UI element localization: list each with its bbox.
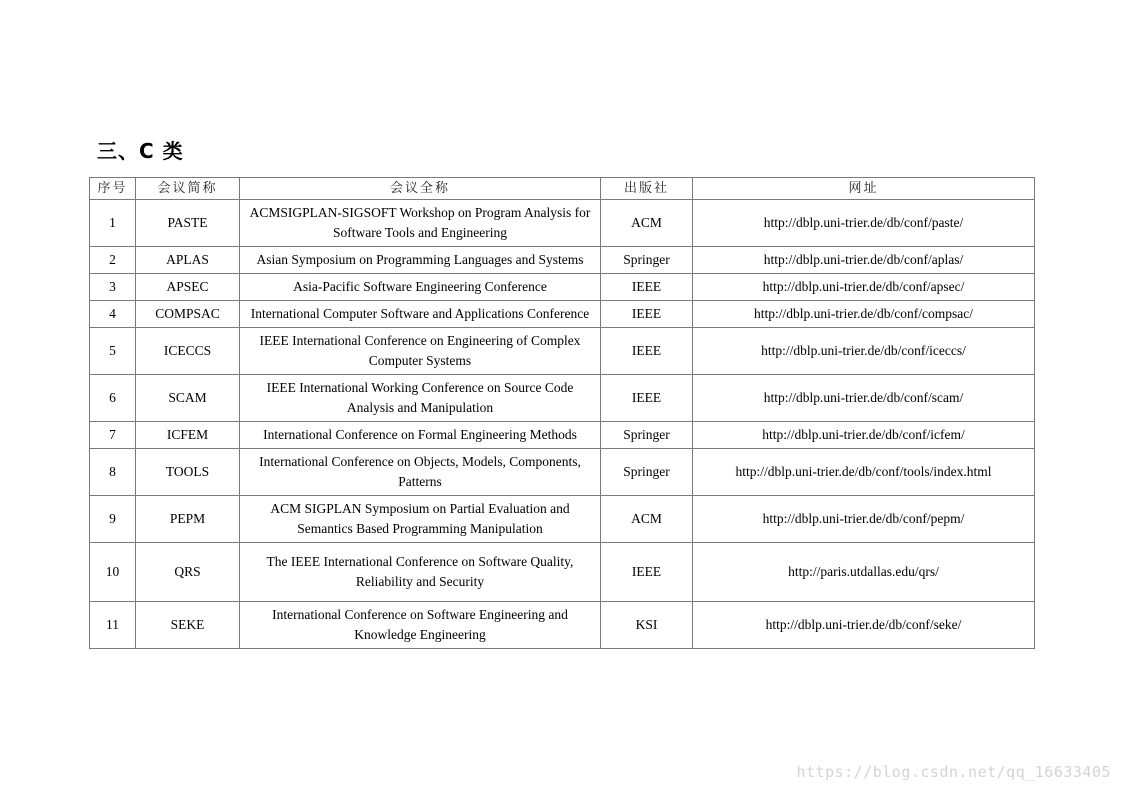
cell-number: 9 bbox=[90, 496, 136, 543]
cell-url: http://dblp.uni-trier.de/db/conf/tools/index.html bbox=[693, 449, 1035, 496]
cell-number: 6 bbox=[90, 375, 136, 422]
cell-abbreviation: TOOLS bbox=[136, 449, 240, 496]
table-header-row bbox=[90, 178, 1035, 200]
header-full-name: 会议全称 bbox=[240, 178, 601, 200]
section-heading: 三、C 类 bbox=[97, 139, 184, 163]
cell-number: 3 bbox=[90, 274, 136, 301]
cell-publisher: Springer bbox=[601, 449, 693, 496]
cell-number: 2 bbox=[90, 247, 136, 274]
cell-full-name: International Conference on Software Engineering and Knowledge Engineering bbox=[240, 602, 601, 649]
table-row bbox=[90, 602, 1035, 649]
cell-full-name: International Computer Software and Applications Conference bbox=[240, 301, 601, 328]
cell-url: http://dblp.uni-trier.de/db/conf/paste/ bbox=[693, 200, 1035, 247]
cell-publisher: IEEE bbox=[601, 274, 693, 301]
watermark: https://blog.csdn.net/qq_16633405 bbox=[796, 763, 1111, 781]
table-row bbox=[90, 274, 1035, 301]
table-row bbox=[90, 328, 1035, 375]
table-row bbox=[90, 200, 1035, 247]
cell-publisher: ACM bbox=[601, 200, 693, 247]
cell-full-name: Asian Symposium on Programming Languages and Systems bbox=[240, 247, 601, 274]
cell-full-name: ACMSIGPLAN-SIGSOFT Workshop on Program Analysis for Software Tools and Engineering bbox=[240, 200, 601, 247]
cell-full-name: Asia-Pacific Software Engineering Conference bbox=[240, 274, 601, 301]
cell-abbreviation: APLAS bbox=[136, 247, 240, 274]
cell-full-name: International Conference on Objects, Models, Components, Patterns bbox=[240, 449, 601, 496]
cell-publisher: ACM bbox=[601, 496, 693, 543]
cell-abbreviation: APSEC bbox=[136, 274, 240, 301]
header-number: 序号 bbox=[90, 178, 136, 200]
cell-url: http://dblp.uni-trier.de/db/conf/apsec/ bbox=[693, 274, 1035, 301]
cell-abbreviation: PEPM bbox=[136, 496, 240, 543]
cell-full-name: ACM SIGPLAN Symposium on Partial Evaluation and Semantics Based Programming Manipulation bbox=[240, 496, 601, 543]
cell-number: 8 bbox=[90, 449, 136, 496]
table-row bbox=[90, 301, 1035, 328]
cell-url: http://dblp.uni-trier.de/db/conf/pepm/ bbox=[693, 496, 1035, 543]
cell-abbreviation: COMPSAC bbox=[136, 301, 240, 328]
table-row bbox=[90, 543, 1035, 602]
cell-publisher: Springer bbox=[601, 422, 693, 449]
cell-publisher: Springer bbox=[601, 247, 693, 274]
header-publisher: 出版社 bbox=[601, 178, 693, 200]
cell-abbreviation: SCAM bbox=[136, 375, 240, 422]
cell-number: 5 bbox=[90, 328, 136, 375]
cell-number: 4 bbox=[90, 301, 136, 328]
cell-abbreviation: SEKE bbox=[136, 602, 240, 649]
cell-publisher: IEEE bbox=[601, 328, 693, 375]
header-url: 网址 bbox=[693, 178, 1035, 200]
cell-url: http://dblp.uni-trier.de/db/conf/iceccs/ bbox=[693, 328, 1035, 375]
cell-url: http://dblp.uni-trier.de/db/conf/icfem/ bbox=[693, 422, 1035, 449]
cell-full-name: IEEE International Conference on Engineering of Complex Computer Systems bbox=[240, 328, 601, 375]
cell-number: 10 bbox=[90, 543, 136, 602]
cell-full-name: International Conference on Formal Engineering Methods bbox=[240, 422, 601, 449]
cell-full-name: The IEEE International Conference on Software Quality, Reliability and Security bbox=[240, 543, 601, 602]
cell-abbreviation: PASTE bbox=[136, 200, 240, 247]
cell-url: http://dblp.uni-trier.de/db/conf/scam/ bbox=[693, 375, 1035, 422]
cell-url: http://dblp.uni-trier.de/db/conf/seke/ bbox=[693, 602, 1035, 649]
cell-publisher: IEEE bbox=[601, 543, 693, 602]
cell-abbreviation: ICFEM bbox=[136, 422, 240, 449]
table-row bbox=[90, 247, 1035, 274]
cell-publisher: KSI bbox=[601, 602, 693, 649]
header-abbreviation: 会议简称 bbox=[136, 178, 240, 200]
cell-abbreviation: ICECCS bbox=[136, 328, 240, 375]
cell-number: 7 bbox=[90, 422, 136, 449]
cell-number: 11 bbox=[90, 602, 136, 649]
cell-url: http://dblp.uni-trier.de/db/conf/compsac/ bbox=[693, 301, 1035, 328]
cell-publisher: IEEE bbox=[601, 375, 693, 422]
table-row bbox=[90, 496, 1035, 543]
cell-publisher: IEEE bbox=[601, 301, 693, 328]
conference-table bbox=[89, 177, 1035, 649]
cell-url: http://paris.utdallas.edu/qrs/ bbox=[693, 543, 1035, 602]
cell-full-name: IEEE International Working Conference on Source Code Analysis and Manipulation bbox=[240, 375, 601, 422]
table-row bbox=[90, 422, 1035, 449]
cell-abbreviation: QRS bbox=[136, 543, 240, 602]
cell-number: 1 bbox=[90, 200, 136, 247]
table-row bbox=[90, 375, 1035, 422]
cell-url: http://dblp.uni-trier.de/db/conf/aplas/ bbox=[693, 247, 1035, 274]
table-row bbox=[90, 449, 1035, 496]
